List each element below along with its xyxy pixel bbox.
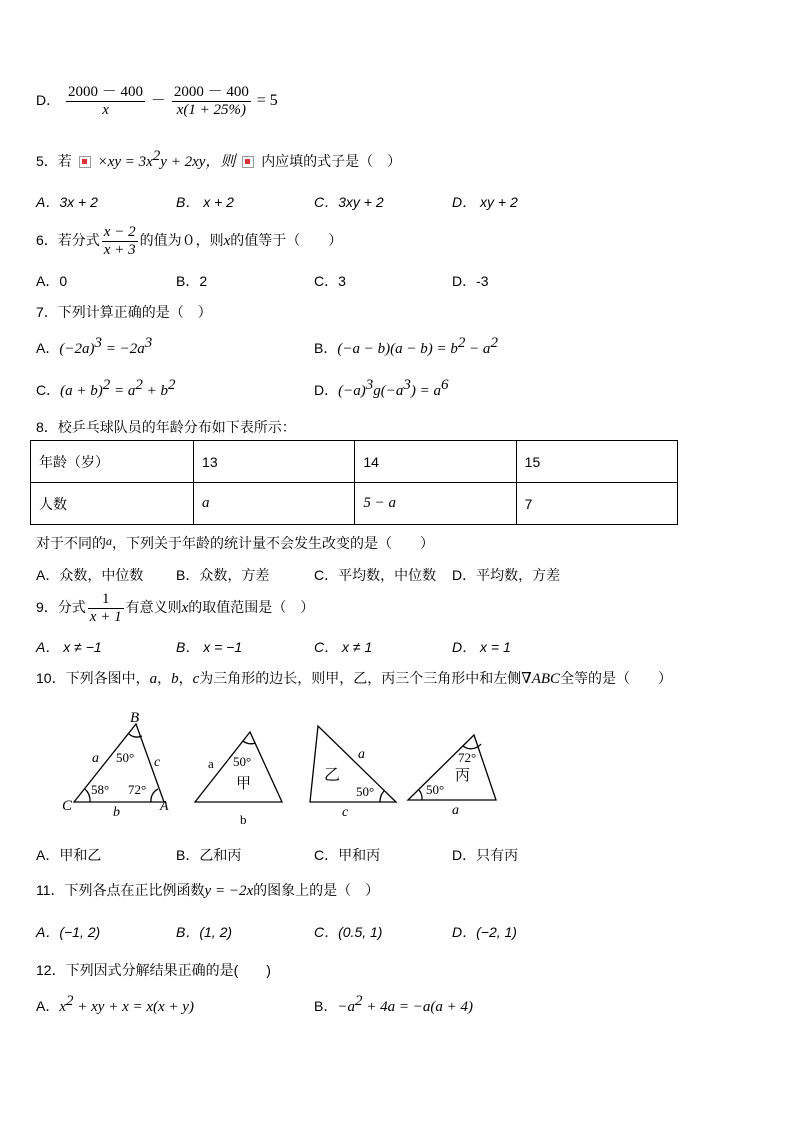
table-cell: 13 bbox=[194, 441, 355, 483]
table-row bbox=[31, 483, 678, 525]
q11-stem: 11．下列各点在正比例函数y = −2x的图象上的是（ ） bbox=[36, 882, 380, 899]
label-angle-c: 58° bbox=[91, 782, 110, 797]
q6-option-d[interactable]: D．-3 bbox=[452, 273, 489, 289]
q6-stem: 6．若分式 $\frac{x - 2}{x + 3}$ 的值为０，则x的值等于（ ） bbox=[36, 224, 343, 258]
q8-option-a[interactable]: A．众数，中位数 bbox=[36, 567, 144, 583]
q5-option-d[interactable]: D． xy + 2 bbox=[452, 194, 518, 210]
label-angle-a: 72° bbox=[128, 782, 147, 797]
bing-top-angle: 72° bbox=[458, 750, 477, 765]
q10-option-a[interactable]: A．甲和乙 bbox=[36, 847, 102, 863]
table-row bbox=[31, 441, 678, 483]
q7-option-c[interactable]: C．$(a + b)^2 = a^2 + b^2$ bbox=[36, 377, 176, 399]
broken-image-icon bbox=[79, 156, 91, 168]
jia-angle-label: 50° bbox=[233, 754, 252, 769]
q11-option-c[interactable]: C．(0.5, 1) bbox=[314, 924, 383, 940]
table-cell: 14 bbox=[355, 441, 516, 483]
broken-image-icon bbox=[242, 156, 254, 168]
q7-option-a[interactable]: A．$(-2a)^3 = -2a^3$ bbox=[36, 335, 153, 357]
q5-option-b[interactable]: B． x + 2 bbox=[176, 194, 234, 210]
label-angle-b: 50° bbox=[116, 750, 135, 765]
table-cell: 5 − a bbox=[355, 483, 516, 525]
q9-stem: 9．分式 $\frac{1}{x + 1}$ 有意义则x的取值范围是（ ） bbox=[36, 591, 315, 625]
q8-option-b[interactable]: B．众数，方差 bbox=[176, 567, 270, 583]
q7-option-b[interactable]: B．$(-a - b)(a - b) = b^2 - a^2$ bbox=[314, 335, 498, 357]
age-table bbox=[30, 440, 678, 525]
q10-stem: 10．下列各图中，a，b，c为三角形的边长，则甲，乙，丙三个三角形中和左侧∇ABC全等的是（ ） bbox=[36, 670, 673, 687]
q7-stem: 7．下列计算正确的是（ ） bbox=[36, 304, 212, 320]
table-cell: 年龄（岁） bbox=[31, 441, 194, 483]
table-cell: a bbox=[194, 483, 355, 525]
q11-option-d[interactable]: D．(−2, 1) bbox=[452, 924, 517, 940]
q9-fraction: $\frac{1}{x + 1}$ bbox=[89, 591, 122, 625]
triangle-bing bbox=[408, 735, 496, 800]
q10-option-b[interactable]: B．乙和丙 bbox=[176, 847, 242, 863]
jia-name: 甲 bbox=[236, 776, 252, 792]
q4d-fraction-1: $\frac{2000 - 400}{x}$ bbox=[68, 84, 144, 118]
table-cell: 15 bbox=[516, 441, 677, 483]
q5-option-c[interactable]: C．3xy + 2 bbox=[314, 194, 384, 210]
jia-base-label: b bbox=[240, 812, 247, 827]
yi-angle-label: 50° bbox=[356, 784, 375, 799]
q9-option-b[interactable]: B． x = −1 bbox=[176, 639, 243, 655]
yi-name: 乙 bbox=[324, 767, 341, 784]
label-side-c: c bbox=[154, 755, 161, 770]
q10-option-d[interactable]: D．只有丙 bbox=[452, 847, 519, 863]
label-vertex-a: A bbox=[160, 799, 169, 814]
table-cell: 7 bbox=[516, 483, 677, 525]
q7-option-d[interactable]: D．$(-a)^3g(-a^3) = a^6$ bbox=[314, 377, 449, 399]
jia-side-label: a bbox=[208, 756, 214, 771]
label-vertex-c: C bbox=[62, 798, 73, 814]
q8-question: 对于不同的a，下列关于年龄的统计量不会发生改变的是（ ） bbox=[36, 534, 434, 551]
q12-option-a[interactable]: A．$x^2$ + xy + x = x(x + y) bbox=[36, 993, 194, 1015]
q8-option-c[interactable]: C．平均数，中位数 bbox=[314, 567, 437, 583]
q6-option-c[interactable]: C．3 bbox=[314, 273, 346, 289]
q4-option-d: D． $\frac{2000 - 400}{x}$ － $\frac{2000 - 400}{x(1 + 25\%)}$ = 5 bbox=[36, 84, 278, 118]
q12-stem: 12．下列因式分解结果正确的是( ) bbox=[36, 962, 271, 978]
label-side-a: a bbox=[92, 751, 99, 766]
bing-angle-label: 50° bbox=[426, 782, 445, 797]
q6-option-a[interactable]: A．0 bbox=[36, 273, 68, 289]
yi-base-label: c bbox=[342, 805, 349, 820]
q6-fraction: $\frac{x - 2}{x + 3}$ bbox=[103, 224, 136, 258]
triangle-yi bbox=[310, 726, 396, 802]
q8-option-d[interactable]: D．平均数，方差 bbox=[452, 567, 561, 583]
q11-option-b[interactable]: B．(1, 2) bbox=[176, 924, 233, 940]
yi-side-label: a bbox=[358, 747, 365, 762]
q5-stem: 5．若 $\times xy = 3x^2y + 2xy$，则 内应填的式子是（ ） bbox=[36, 148, 402, 170]
bing-name: 丙 bbox=[455, 768, 471, 784]
table-cell: 人数 bbox=[31, 483, 194, 525]
q9-option-d[interactable]: D． x = 1 bbox=[452, 639, 511, 655]
q9-option-a[interactable]: A． x ≠ −1 bbox=[36, 639, 102, 655]
q6-option-b[interactable]: B．2 bbox=[176, 273, 208, 289]
q10-triangles-figure bbox=[50, 710, 570, 830]
label-vertex-b: B bbox=[130, 710, 140, 726]
bing-base-label: a bbox=[452, 803, 459, 818]
q9-option-c[interactable]: C． x ≠ 1 bbox=[314, 639, 373, 655]
q8-stem: 8．校乒乓球队员的年龄分布如下表所示： bbox=[36, 419, 296, 435]
label-side-b: b bbox=[113, 805, 120, 820]
q12-option-b[interactable]: B．$-a^2 + 4a = -a(a + 4)$ bbox=[314, 993, 473, 1015]
q11-option-a[interactable]: A．(−1, 2) bbox=[36, 924, 101, 940]
q4d-fraction-2: $\frac{2000 - 400}{x(1 + 25\%)}$ bbox=[173, 84, 249, 118]
q10-option-c[interactable]: C．甲和丙 bbox=[314, 847, 381, 863]
q5-option-a[interactable]: A．3x + 2 bbox=[36, 194, 98, 210]
